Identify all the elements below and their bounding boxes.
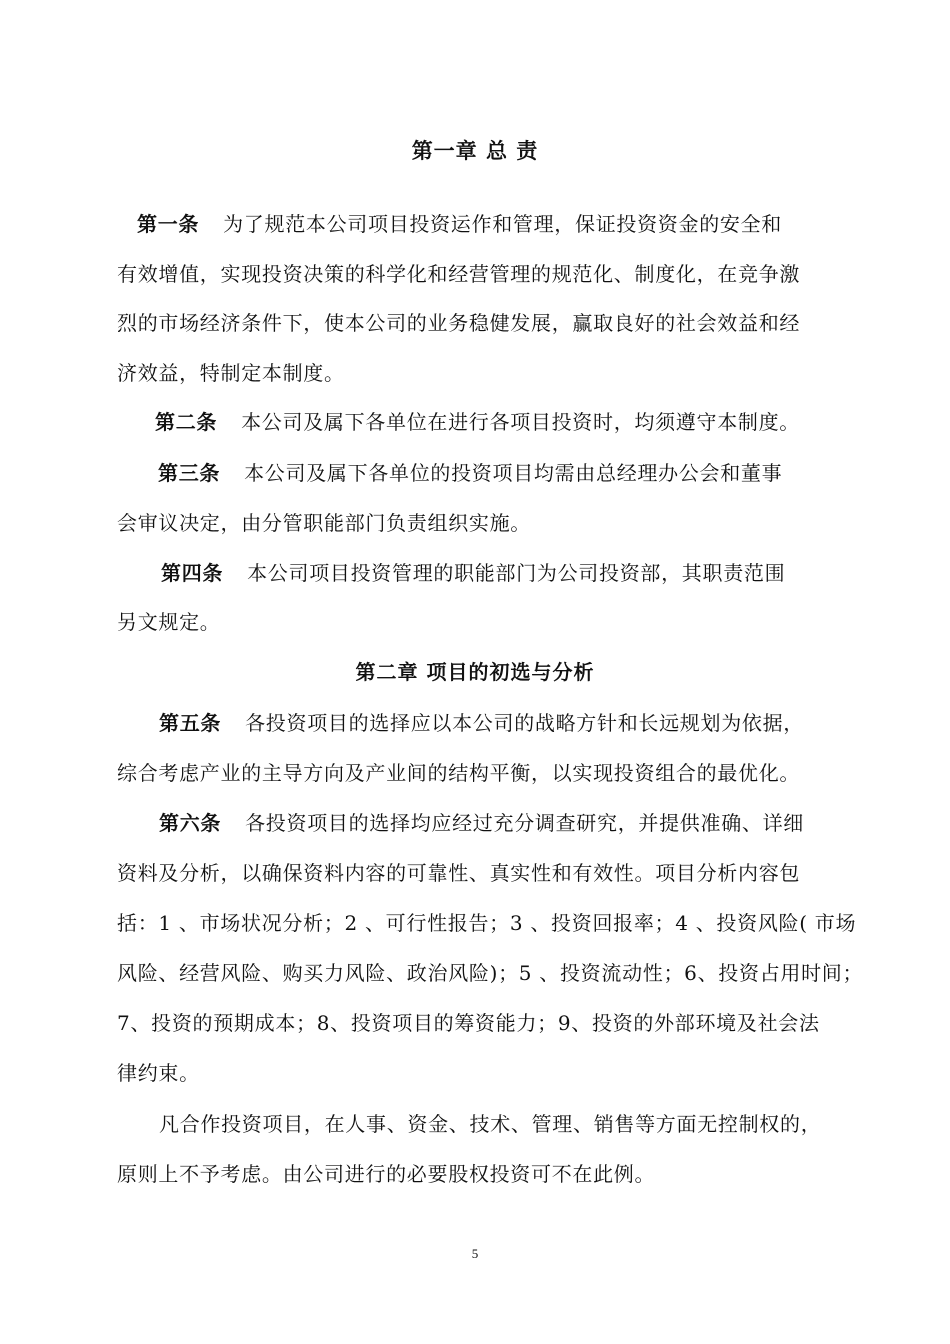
article-6-text-1: 各投资项目的选择均应经过充分调查研究，并提供准确、详细: [245, 811, 805, 835]
article-4-label: 第四条: [161, 561, 224, 585]
article-6-line-1: [159, 807, 859, 836]
article-4-line-2: 另文规定。: [117, 610, 221, 634]
article-6-line-3: 括：1 、市场状况分析；2 、可行性报告；3 、投资回报率；4 、投资风险( 市场: [117, 911, 857, 935]
paragraph-7-line-1: 凡合作投资项目，在人事、资金、技术、管理、销售等方面无控制权的，: [159, 1112, 822, 1136]
article-6-line-2: 资料及分析，以确保资料内容的可靠性、真实性和有效性。项目分析内容包: [117, 861, 801, 885]
article-5-label: 第五条: [159, 711, 222, 735]
article-1-label: 第一条: [137, 212, 200, 236]
article-5-line-2: 综合考虑产业的主导方向及产业间的结构平衡，以实现投资组合的最优化。: [117, 761, 801, 785]
article-3-line-1: [158, 457, 848, 486]
article-2-text-1: 本公司及属下各单位在进行各项目投资时，均须遵守本制度。: [241, 410, 801, 434]
article-2-label: 第二条: [155, 410, 218, 434]
article-1-line-1: [137, 208, 837, 237]
article-3-label: 第三条: [158, 461, 221, 485]
article-1-line-3: 烈的市场经济条件下，使本公司的业务稳健发展，赢取良好的社会效益和经: [117, 311, 801, 335]
chapter-1-title: 第一章 总 责: [411, 139, 539, 163]
paragraph-7-line-2: 原则上不予考虑。由公司进行的必要股权投资可不在此例。: [117, 1162, 656, 1186]
page-number: 5: [471, 1246, 479, 1261]
article-3-text-1: 本公司及属下各单位的投资项目均需由总经理办公会和董事: [244, 461, 783, 485]
article-6-label: 第六条: [159, 811, 222, 835]
article-6-line-6: 律约束。: [117, 1061, 200, 1085]
article-1-line-4: 济效益，特制定本制度。: [117, 361, 345, 385]
article-1-line-2: 有效增值，实现投资决策的科学化和经营管理的规范化、制度化，在竞争激: [117, 262, 801, 286]
article-5-line-1: [159, 707, 859, 736]
article-6-line-5: 7、投资的预期成本；8、投资项目的筹资能力；9、投资的外部环境及社会法: [117, 1011, 820, 1035]
article-6-line-4: 风险、经营风险、购买力风险、政治风险)；5 、投资流动性；6、投资占用时间；: [117, 961, 864, 985]
article-4-text-1: 本公司项目投资管理的职能部门为公司投资部，其职责范围: [247, 561, 786, 585]
article-2-line-1: [155, 406, 855, 435]
article-5-text-1: 各投资项目的选择应以本公司的战略方针和长远规划为依据，: [245, 711, 805, 735]
article-4-line-1: [161, 557, 851, 586]
article-1-text-1: 为了规范本公司项目投资运作和管理，保证投资资金的安全和: [223, 212, 783, 236]
chapter-2-title: 第二章 项目的初选与分析: [355, 660, 595, 684]
article-3-line-2: 会审议决定，由分管职能部门负责组织实施。: [117, 511, 531, 535]
